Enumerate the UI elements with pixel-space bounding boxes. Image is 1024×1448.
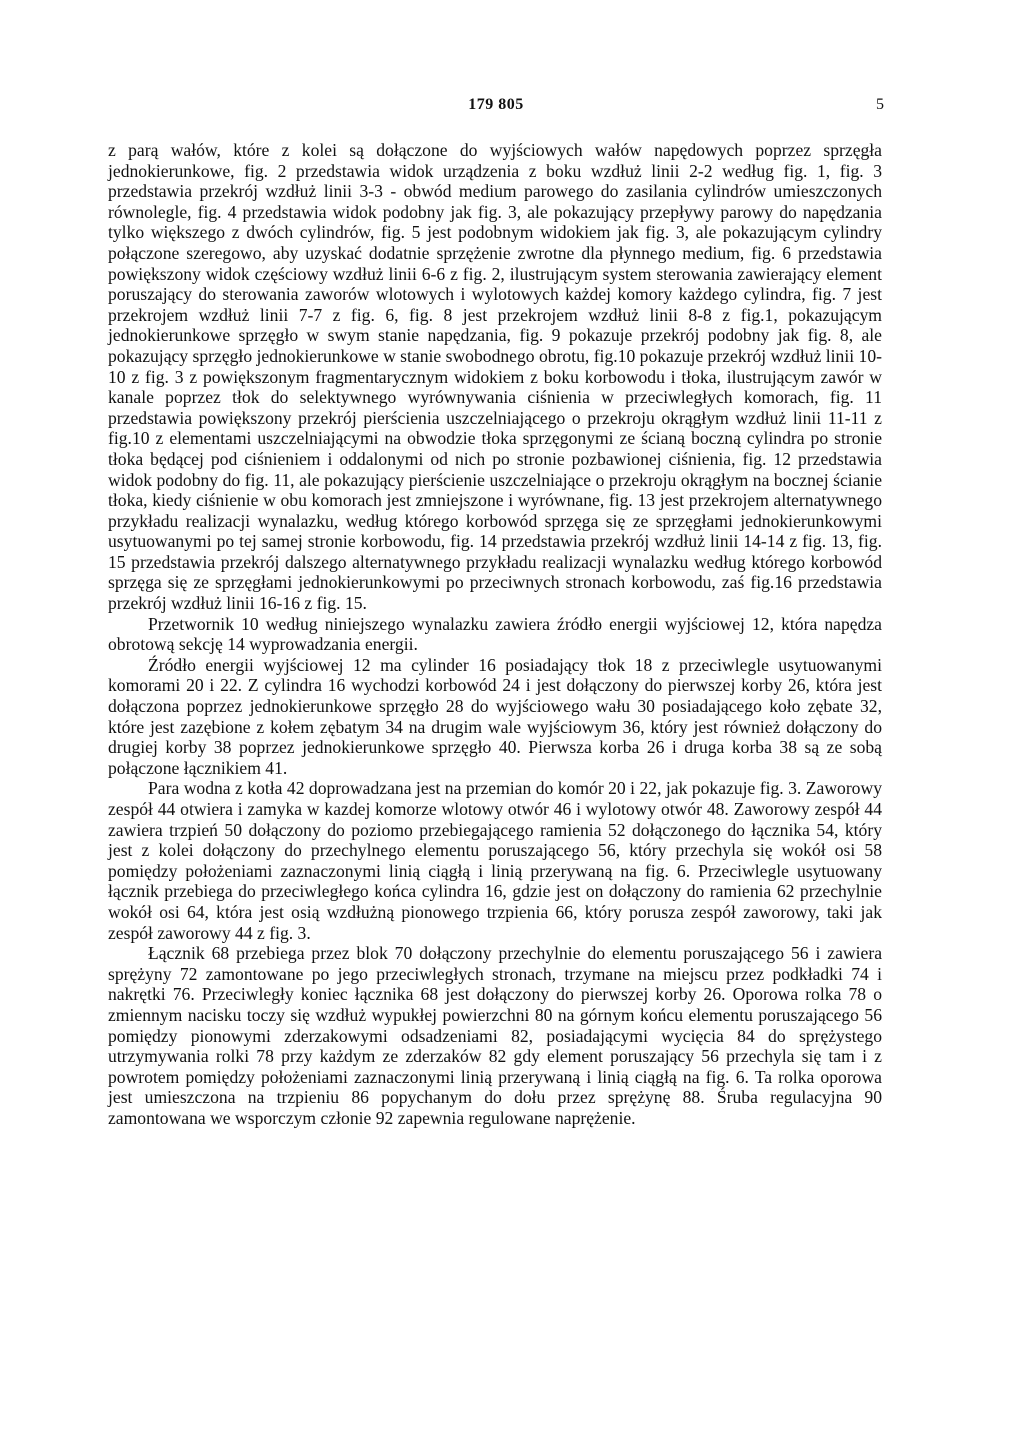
paragraph-linkage: Łącznik 68 przebiega przez blok 70 dołączony przechylnie do elementu poruszającego 56 i zawiera sprężyny 72 zamontowane po jego przeciwległych stronach, trzymane na miejscu przez podkładki 74 i nakrętki 76. Przeciwległy koniec łącznika 68 jest dołączony do pierwszej korby 26. Oporowa rolka 78 o zmiennym nacisku toczy się wzdłuż wypukłej powierzchni 80 na górnym końcu elementu poruszającego 56 pomiędzy pionowymi zderzakowymi odsadzeniami 82, posiadającymi wycięcia 84 do sprężystego utrzymywania rolki 78 przy każdym ze zderzaków 82 gdy element poruszający 56 przechyla się tam i z powrotem pomiędzy położeniami zaznaczonymi linią przerywaną i linią ciągłą na fig. 6. Ta rolka oporowa jest umieszczona na trzpieniu 86 popychanym do dołu przez sprężynę 88. Śruba regulacyjna 90 zamontowana we wsporczym członie 92 zapewnia regulowane naprężenie. bbox=[108, 943, 882, 1128]
page-number: 5 bbox=[876, 96, 884, 113]
document-number: 179 805 bbox=[468, 96, 524, 113]
paragraph-figure-list: z parą wałów, które z kolei są dołączone do wyjściowych wałów napędowych poprzez sprzęgła jednokierunkowe, fig. 2 przedstawia widok urządzenia z boku wzdłuż linii 2-2 według fig. 1, fig. 3 przedstawia przekrój wzdłuż linii 3-3 - obwód medium parowego do zasilania cylindrów umieszczonych równolegle, fig. 4 przedstawia widok podobny jak fig. 3, ale pokazujący przepływy parowy do napędzania tylko większego z dwóch cylindrów, fig. 5 jest podobnym widokiem jak fig. 3, ale pokazującym cylindry połączone szeregowo, aby uzyskać dodatnie sprzężenie zwrotne dla płynnego medium, fig. 6 przedstawia powiększony widok częściowy wzdłuż linii 6-6 z fig. 2, ilustrującym system sterowania zawierający element poruszający do sterowania zaworów wlotowych i wylotowych każdej komory każdego cylindra, fig. 7 jest przekrojem wzdłuż linii 7-7 z fig. 6, fig. 8 jest przekrojem wzdłuż linii 8-8 z fig.1, pokazującym jednokierunkowe sprzęgło w swym stanie napędzania, fig. 9 pokazuje przekrój podobny jak fig. 8, ale pokazujący sprzęgło jednokierunkowe w stanie swobodnego obrotu, fig.10 pokazuje przekrój wzdłuż linii 10-10 z fig. 3 z powiększonym fragmentarycznym widokiem z boku korbowodu i tłoka, ilustrującym zawór w kanale poprzez tłok do selektywnego wyrównywania ciśnienia w przeciwległych komorach, fig. 11 przedstawia powiększony przekrój pierścienia uszczelniającego o przekroju okrągłym wzdłuż linii 11-11 z fig.10 z elementami uszczelniającymi na obwodzie tłoka sprzęgonymi ze ścianą boczną cylindra po stronie tłoka będącej pod ciśnieniem i oddalonymi od nich po stronie pozbawionej ciśnienia, fig. 12 przedstawia widok podobny do fig. 11, ale pokazujący pierścienie uszczelniające o przekroju okrągłym na bocznej ścianie tłoka, kiedy ciśnienie w obu komorach jest zmniejszone i wyrównane, fig. 13 jest przekrojem alternatywnego przykładu realizacji wynalazku, według którego korbowód sprzęga się ze sprzęgłami jednokierunkowymi usytuowanymi po tej samej stronie korbowodu, fig. 14 przedstawia przekrój wzdłuż linii 14-14 z fig. 13, fig. 15 przedstawia przekrój dalszego alternatywnego przykładu realizacji wynalazku według którego korbowód sprzęga się ze sprzęgłami jednokierunkowymi po przeciwnych stronach korbowodu, zaś fig.16 przedstawia przekrój wzdłuż linii 16-16 z fig. 15. bbox=[108, 140, 882, 614]
paragraph-energy-source: Źródło energii wyjściowej 12 ma cylinder 16 posiadający tłok 18 z przeciwlegle usytuowanymi komorami 20 i 22. Z cylindra 16 wychodzi korbowód 24 i jest dołączony do pierwszej korby 26, która jest dołączona poprzez jednokierunkowe sprzęgło 28 do wyjściowego wału 30 posiadającego koło zębate 32, które jest zazębione z kołem zębatym 34 na drugim wale wyjściowym 36, który jest również dołączony do drugiej korby 38 poprzez jednokierunkowe sprzęgło 40. Pierwsza korba 26 i druga korba 38 są ze sobą połączone łącznikiem 41. bbox=[108, 654, 882, 778]
page-header bbox=[108, 96, 884, 120]
body-text bbox=[108, 140, 882, 1129]
paragraph-converter: Przetwornik 10 według niniejszego wynalazku zawiera źródło energii wyjściowej 12, która napędza obrotową sekcję 14 wyprowadzania energii. bbox=[108, 613, 882, 655]
paragraph-steam-valves: Para wodna z kotła 42 doprowadzana jest na przemian do komór 20 i 22, jak pokazuje fig. 3. Zaworowy zespół 44 otwiera i zamyka w kazdej komorze wlotowy otwór 46 i wylotowy otwór 48. Zaworowy zespół 44 zawiera trzpień 50 dołączony do poziomo przebiegającego ramienia 52 dołączonego do łącznika 54, który jest z kolei dołączony do przechylnego elementu poruszającego 56, który przechyla się wokół osi 58 pomiędzy położeniami zaznaczonymi linią ciągłą i linią przerywaną na fig. 6. Przeciwlegle usytuowany łącznik przebiega do przeciwległego końca cylindra 16, gdzie jest on dołączony do ramienia 62 przechylnie wokół osi 64, która jest osią wzdłużną pionowego trzpienia 66, który porusza zespół zaworowy, taki jak zespół zaworowy 44 z fig. 3. bbox=[108, 778, 882, 943]
